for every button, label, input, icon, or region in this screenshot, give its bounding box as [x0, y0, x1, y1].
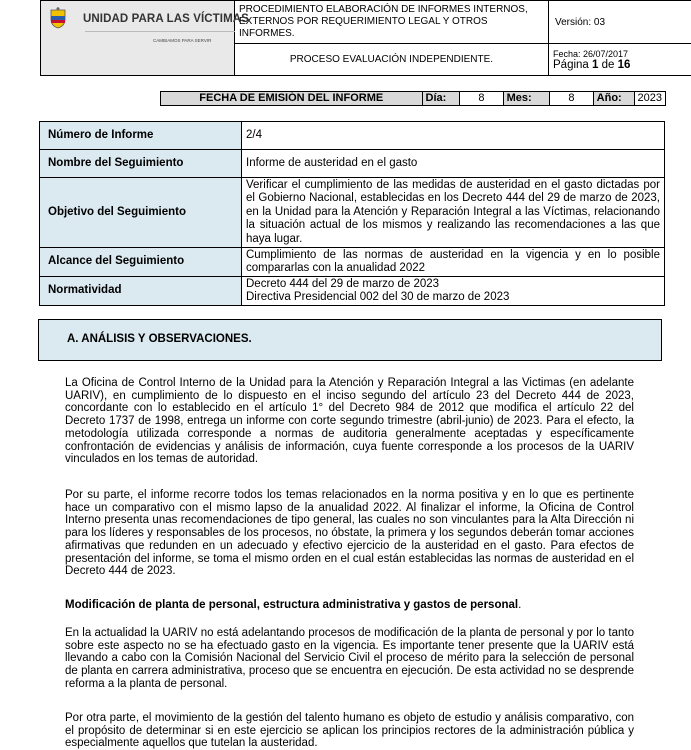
emission-label: FECHA DE EMISIÓN DEL INFORME: [161, 92, 423, 106]
fecha-label: Fecha: 26/07/2017: [553, 48, 629, 59]
paragraph-1: La Oficina de Control Interno de la Unidad para la Atención y Reparación Integral a las Victimas (en adelante UARIV), en cumplimiento de lo dispuesto en el inciso segundo del artículo 23 del Decreto 444 de 2023, concordante con lo establecido en el artículo 1° del Decreto 984 de 2012 que modifica el artículo 22 del Decreto 1737 de 1998, entrega un informe con corte segundo trimestre (abril-junio) de 2023. Para el efecto, la metodología utilizada corresponde a normas de auditoria generalmente aceptadas y específicamente confrontación de evidencias y análisis de información, cuya fuente corresponde a los procesos de la UARIV vinculados en los temas de autoridad.: [65, 377, 634, 466]
coat-of-arms-icon: [49, 7, 67, 29]
paragraph-4: Por otra parte, el movimiento de la gestión del talento humano es objeto de estudio y análisis comparativo, con el propósito de determinar si en este ejercicio se aplican los principios rectores de la administración pública y especialmente aquellos que tutelan la austeridad.: [65, 712, 634, 750]
document-header: [40, 0, 691, 76]
day-label: Día:: [422, 92, 460, 106]
objective-label: Objetivo del Seguimiento: [40, 178, 242, 248]
page-total: 16: [617, 58, 631, 71]
process-name: PROCESO EVALUACIÓN INDEPENDIENTE.: [235, 44, 549, 76]
tracking-name-value: Informe de austeridad en el gasto: [242, 150, 665, 178]
regulation-item: Decreto 444 del 29 de marzo de 2023: [246, 277, 440, 290]
report-number-value: 2/4: [242, 122, 665, 150]
page-current: 1: [592, 58, 599, 71]
paragraph-3: En la actualidad la UARIV no está adelantando procesos de modificación de la planta de personal y por lo tanto sobre este aspecto no se ha efectuado gasto en la vigencia. Es importante tener presente que la UARIV está llevando a cabo con la Comisión Nacional del Servicio Civil el proceso de mérito para la selección de personal de planta en carrera administrativa, proceso que se encuentra en ejecución. De esta actividad no se desprende reforma a la planta de personal.: [65, 627, 634, 690]
year-value: 2023: [634, 92, 665, 106]
month-value: 8: [550, 92, 593, 106]
logo-text: UNIDAD PARA LAS VÍCTIMAS: [83, 13, 249, 25]
procedure-title: PROCEDIMIENTO ELABORACIÓN DE INFORMES INTERNOS, EXTERNOS POR REQUERIMIENTO LEGAL Y OTROS INFORMES.: [235, 1, 549, 44]
table-row: [40, 277, 665, 306]
logo-divider: [85, 31, 235, 32]
tracking-name-label: Nombre del Seguimiento: [40, 150, 242, 178]
table-row: [40, 178, 665, 248]
version-label: Versión: 03: [549, 1, 691, 44]
day-value: 8: [460, 92, 503, 106]
scope-value: Cumplimiento de las normas de austeridad en la vigencia y en lo posible compararlas con la anualidad 2022: [242, 248, 665, 277]
report-info-table: [39, 121, 665, 306]
paragraph-2: Por su parte, el informe recorre todos los temas relacionados en la norma positiva y en lo que es pertinente hace un comparativo con el mismo lapso de la anualidad 2022. Al finalizar el informe, la Oficina de Control Interno presenta unas recomendaciones de tipo general, las cuales no son vinculantes para la Alta Dirección ni para los líderes y responsables de los procesos, no óbstate, la primera y los segundos deberán tomar acciones afirmativas que redunden en un adecuado y efectivo ejercicio de la austeridad en el gasto. Para efectos de presentación del informe, se toma el mismo orden en el cual están establecidas las normas de austeridad en el Decreto 444 de 2023.: [65, 489, 634, 578]
emission-date-row: [160, 91, 666, 106]
table-row: [40, 150, 665, 178]
section-a-title: A. ANÁLISIS Y OBSERVACIONES.: [67, 333, 252, 345]
table-row: [40, 122, 665, 150]
scope-label: Alcance del Seguimiento: [40, 248, 242, 277]
date-page-cell: [549, 44, 691, 76]
table-row: [40, 248, 665, 277]
regulations-label: Normatividad: [40, 277, 242, 306]
regulation-item: Directiva Presidencial 002 del 30 de marzo de 2023: [246, 291, 510, 303]
regulations-value: [242, 277, 665, 306]
report-number-label: Número de Informe: [40, 122, 242, 150]
logo-cell: [41, 1, 249, 76]
month-label: Mes:: [503, 92, 550, 106]
logo-tagline: CAMBIAMOS PARA SERVIR: [153, 38, 212, 43]
year-label: Año:: [593, 92, 634, 106]
section-a-header: [38, 319, 662, 361]
page-indicator: Página 1 de 16: [553, 58, 631, 71]
section-heading: Modificación de planta de personal, estructura administrativa y gastos de personal.: [65, 599, 522, 611]
objective-value: Verificar el cumplimiento de las medidas de austeridad en el gasto dictadas por el Gobierno Nacional, establecidas en los Decreto 444 del 29 de marzo de 2023, en la Unidad para la Atención y Reparación Integral a las Víctimas, relacionando la situación actual de los mismos y realizando las recomendaciones a las que haya lugar.: [242, 178, 665, 248]
